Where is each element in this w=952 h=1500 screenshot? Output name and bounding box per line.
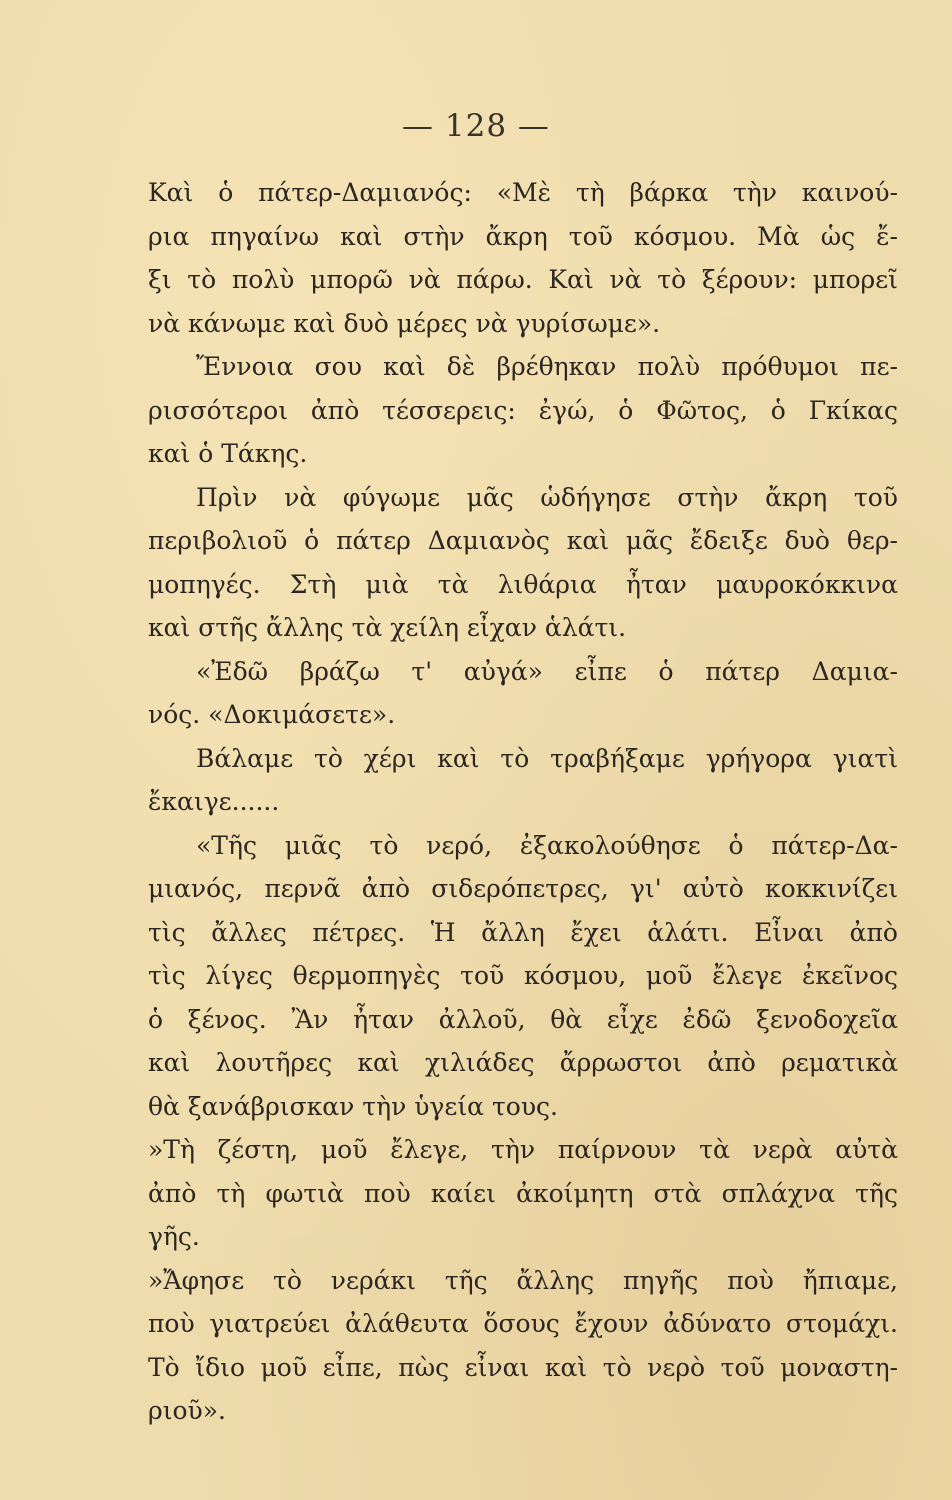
body-text bbox=[148, 171, 898, 1433]
text-line: ρια πηγαίνω καὶ στὴν ἄκρη τοῦ κόσμου. Μὰ ὡς ἔ- bbox=[148, 221, 898, 251]
text-line: ποὺ γιατρεύει ἀλάθευτα ὅσους ἔχουν ἀδύνατο στομάχι. bbox=[148, 1309, 898, 1338]
text-line: Βάλαμε τὸ χέρι καὶ τὸ τραβήξαμε γρήγορα γιατὶ bbox=[196, 743, 898, 773]
text-line: καὶ λουτῆρες καὶ χιλιάδες ἄρρωστοι ἀπὸ ρεματικὰ bbox=[148, 1048, 898, 1077]
text-line: «Ἐδῶ βράζω τ' αὐγά» εἶπε ὁ πάτερ Δαμια- bbox=[196, 656, 898, 686]
text-line: γῆς. bbox=[148, 1222, 200, 1251]
text-line: Καὶ ὁ πάτερ-Δαμιανός: «Μὲ τὴ βάρκα τὴν καινού- bbox=[148, 178, 898, 207]
text-line: »Τὴ ζέστη, μοῦ ἔλεγε, τὴν παίρνουν τὰ νερὰ αὐτὰ bbox=[148, 1135, 898, 1164]
text-line: «Τῆς μιᾶς τὸ νερό, ἐξακολούθησε ὁ πάτερ-Δα- bbox=[196, 830, 898, 860]
text-line: ριοῦ». bbox=[148, 1396, 226, 1425]
text-line: θὰ ξανάβρισκαν τὴν ὑγεία τους. bbox=[148, 1091, 558, 1121]
text-line: τὶς λίγες θερμοπηγὲς τοῦ κόσμου, μοῦ ἔλεγε ἐκεῖνος bbox=[148, 961, 898, 990]
text-line: ἀπὸ τὴ φωτιὰ ποὺ καίει ἀκοίμητη στὰ σπλάχνα τῆς bbox=[148, 1178, 898, 1208]
text-line: Ἔννοια σου καὶ δὲ βρέθηκαν πολὺ πρόθυμοι πε- bbox=[196, 352, 898, 381]
text-line: νός. «Δοκιμάσετε». bbox=[148, 700, 396, 729]
text-line: καὶ ὁ Τάκης. bbox=[148, 439, 308, 468]
text-line: »Ἄφησε τὸ νεράκι τῆς ἄλλης πηγῆς ποὺ ἤπιαμε, bbox=[148, 1265, 898, 1295]
text-line: μοπηγές. Στὴ μιὰ τὰ λιθάρια ἦταν μαυροκόκκινα bbox=[148, 569, 898, 599]
text-line: νὰ κάνωμε καὶ δυὸ μέρες νὰ γυρίσωμε». bbox=[148, 308, 661, 338]
text-line: ἔκαιγε...... bbox=[148, 787, 280, 816]
text-line: μιανός, περνᾶ ἀπὸ σιδερόπετρες, γι' αὐτὸ κοκκινίζει bbox=[148, 874, 898, 903]
text-line: τὶς ἄλλες πέτρες. Ἡ ἄλλη ἔχει ἁλάτι. Εἶναι ἀπὸ bbox=[148, 917, 898, 947]
page-number: — 128 — bbox=[402, 108, 550, 144]
text-line: Τὸ ἴδιο μοῦ εἶπε, πὼς εἶναι καὶ τὸ νερὸ τοῦ μοναστη- bbox=[148, 1352, 898, 1382]
text-line: ξι τὸ πολὺ μπορῶ νὰ πάρω. Καὶ νὰ τὸ ξέρουν: μπορεῖ bbox=[148, 265, 898, 294]
text-line: περιβολιοῦ ὁ πάτερ Δαμιανὸς καὶ μᾶς ἔδειξε δυὸ θερ- bbox=[148, 526, 898, 555]
text-line: ὁ ξένος. Ἂν ἦταν ἀλλοῦ, θὰ εἶχε ἐδῶ ξενοδοχεῖα bbox=[148, 1004, 898, 1034]
text-line: καὶ στῆς ἄλλης τὰ χείλη εἶχαν ἁλάτι. bbox=[148, 613, 627, 642]
text-line: Πρὶν νὰ φύγωμε μᾶς ὡδήγησε στὴν ἄκρη τοῦ bbox=[196, 482, 898, 512]
text-line: ρισσότεροι ἀπὸ τέσσερεις: ἐγώ, ὁ Φῶτος, ὁ Γκίκας bbox=[148, 395, 898, 425]
